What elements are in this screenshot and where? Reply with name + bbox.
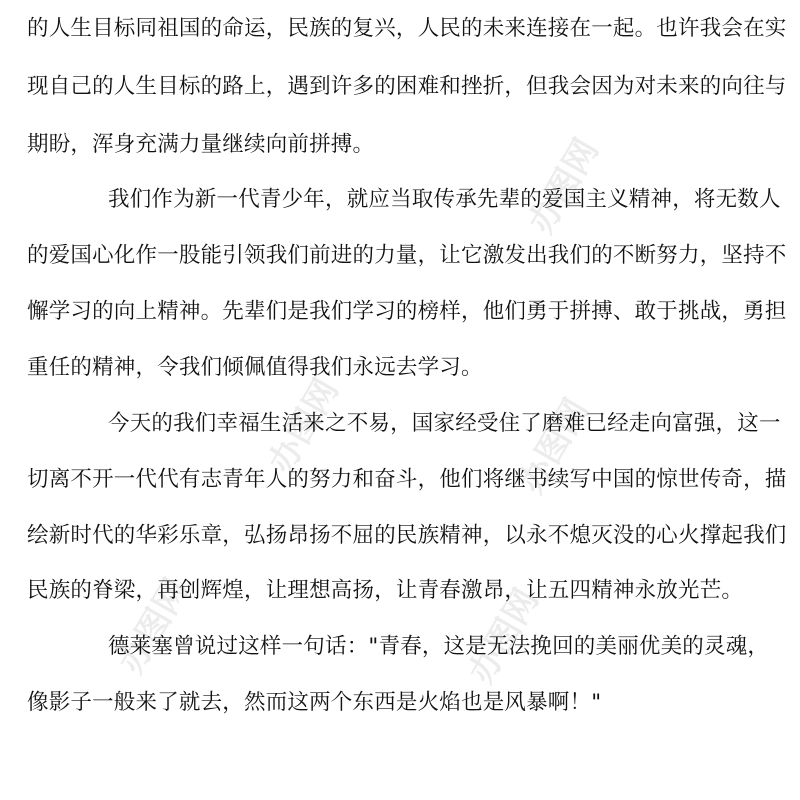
text-line: 期盼，浑身充满力量继续向前拼搏。 bbox=[27, 132, 375, 157]
text-line: 现自己的人生目标的路上，遇到许多的困难和挫折，但我会因为对未来的向往与 bbox=[27, 74, 787, 99]
watermark: 办图网 bbox=[261, 372, 347, 481]
text-line: 重任的精神，令我们倾佩值得我们永远去学习。 bbox=[27, 355, 483, 380]
text-line: 切离不开一代代有志青年人的努力和奋斗，他们将继书续写中国的惊世传奇，描 bbox=[27, 467, 787, 492]
watermark: 办图网 bbox=[111, 572, 197, 681]
watermark: 办图网 bbox=[521, 132, 607, 241]
text-line: 我们作为新一代青少年，就应当取传承先辈的爱国主义精神，将无数人 bbox=[108, 187, 781, 212]
text-line: 今天的我们幸福生活来之不易，国家经受住了磨难已经走向富强，这一 bbox=[108, 411, 781, 436]
text-line: 民族的脊梁，再创辉煌，让理想高扬，让青春激昂，让五四精神永放光芒。 bbox=[27, 578, 744, 603]
text-line: 的爱国心化作一股能引领我们前进的力量，让它激发出我们的不断努力，坚持不 bbox=[27, 243, 787, 268]
watermark: 办图网 bbox=[511, 392, 597, 501]
watermark: 办图网 bbox=[461, 582, 547, 691]
text-line: 懈学习的向上精神。先辈们是我们学习的榜样，他们勇于拼搏、敢于挑战，勇担 bbox=[27, 299, 787, 324]
text-line: 德莱塞曾说过这样一句话："青春，这是无法挽回的美丽优美的灵魂， bbox=[108, 634, 770, 659]
text-line: 像影子一般来了就去，然而这两个东西是火焰也是风暴啊！" bbox=[27, 690, 602, 715]
text-line: 绘新时代的华彩乐章，弘扬昂扬不屈的民族精神，以永不熄灭没的心火撑起我们 bbox=[27, 523, 787, 548]
text-line: 的人生目标同祖国的命运，民族的复兴，人民的未来连接在一起。也许我会在实 bbox=[27, 16, 787, 41]
